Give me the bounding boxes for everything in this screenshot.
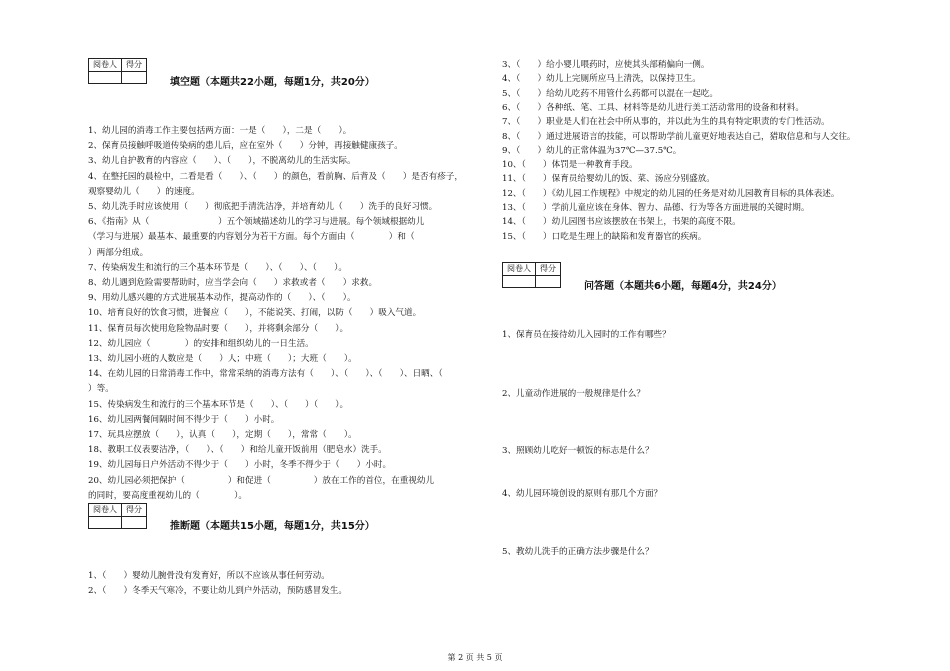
grader-cell[interactable] <box>89 517 122 529</box>
judge-item: 1、（ ）婴幼儿腕骨没有发育好，所以不应该从事任何劳动。 <box>88 571 330 581</box>
fill-question-line: 5、幼儿洗手时应该使用（ ）彻底把手清洗洁净，并培育幼儿（ ）洗手的良好习惯。 <box>88 202 438 212</box>
grader-cell[interactable] <box>503 276 536 288</box>
judge-item: 5、（ ）给幼儿吃药不用管什么药都可以混在一起吃。 <box>502 88 719 99</box>
qa-item: 3、照顾幼儿吃好一顿饭的标志是什么？ <box>502 446 654 456</box>
score-label: 得分 <box>122 504 147 517</box>
fill-question-line: 1、幼儿园的消毒工作主要包括两方面：一是（ ），二是（ ）。 <box>88 126 352 136</box>
qa-item: 1、保育员在接待幼儿入园时的工作有哪些？ <box>502 330 671 340</box>
grader-label: 阅卷人 <box>89 59 122 72</box>
section-title-fill: 填空题（本题共22小题，每题1分，共20分） <box>170 77 375 88</box>
fill-question-line: 观察婴幼儿（ ）的速度。 <box>88 186 200 197</box>
page-footer: 第 2 页 共 5 页 <box>447 653 503 662</box>
judge-item: 6、（ ）各种纸、笔、工具、材料等是幼儿进行美工活动常用的设备和材料。 <box>502 102 804 113</box>
fill-question-line: 7、传染病发生和流行的三个基本环节是（ ）、（ ）、（ ）。 <box>88 262 347 273</box>
fill-question-line: 16、幼儿园两餐间隔时间不得少于（ ）小时。 <box>88 414 280 425</box>
qa-item: 2、儿童动作进展的一般规律是什么？ <box>502 389 645 399</box>
judge-item: 8、（ ）通过进展语言的技能，可以帮助学前儿童更好地表达自己，猎取信息和与人交往。 <box>502 131 856 142</box>
fill-question-line: 15、传染病发生和流行的三个基本环节是（ ）、（ ）（ ）。 <box>88 399 349 410</box>
fill-question-line: 13、幼儿园小班的人数应是（ ）人；中班（ ）；大班（ ）。 <box>88 354 357 364</box>
score-label: 得分 <box>536 263 561 276</box>
judge-item: 4、（ ）幼儿上完厕所应马上清洗，以保持卫生。 <box>502 74 701 85</box>
judge-item: 11、（ ）保育员给婴幼儿的饭、菜、汤应分别盛放。 <box>502 174 715 185</box>
fill-question-line: 9、用幼儿感兴趣的方式进展基本动作，提高动作的（ ）、（ ）。 <box>88 293 356 304</box>
grader-cell[interactable] <box>89 72 122 84</box>
fill-question-line: 2、保育员接触呼吸道传染病的患儿后，应在室外（ ）分钟，再接触健康孩子。 <box>88 141 403 152</box>
qa-item: 4、幼儿园环境创设的原则有那几个方面？ <box>502 489 663 499</box>
fill-question-line: 17、玩具应摆放（ ），认真（ ），定期（ ），常常（ ）。 <box>88 430 357 440</box>
qa-item: 5、教幼儿洗手的正确方法步骤是什么？ <box>502 547 654 557</box>
judge-item: 9、（ ）幼儿的正常体温为37℃—37.5℃。 <box>502 145 682 156</box>
judge-item: 14、（ ）幼儿园图书应该摆放在书架上，书架的高度不限。 <box>502 217 741 228</box>
score-cell[interactable] <box>122 517 147 529</box>
judge-item: 15、（ ）口吃是生理上的缺陷和发育器官的疾病。 <box>502 231 707 242</box>
section-title-qa: 问答题（本题共6小题，每题4分，共24分） <box>584 281 782 292</box>
grader-label: 阅卷人 <box>89 504 122 517</box>
fill-question-line: 14、在幼儿园的日常消毒工作中，常常采纳的消毒方法有（ ）、（ ）、（ ）、日晒、（ <box>88 369 443 380</box>
fill-question-line: ）两部分组成。 <box>88 247 149 258</box>
fill-question-line: 8、幼儿遇到危险需要帮助时，应当学会向（ ）求救或者（ ）求救。 <box>88 278 378 288</box>
score-cell[interactable] <box>536 276 561 288</box>
grader-label: 阅卷人 <box>503 263 536 276</box>
judge-item: 13、（ ）学前儿童应该在身体、智力、品德、行为等各方面进展的关键时期。 <box>502 203 810 213</box>
judge-item: 10、（ ）体罚是一种教育手段。 <box>502 160 638 171</box>
judge-item: 12、（ ）《幼儿园工作规程》中规定的幼儿园的任务是对幼儿园教育目标的具体表述。 <box>502 188 840 199</box>
score-label: 得分 <box>122 59 147 72</box>
fill-question-line: 11、保育员每次使用危险物品时要（ ），并将剩余部分（ ）。 <box>88 323 349 334</box>
fill-question-line: 18、教职工仪表要洁净，（ ）、（ ）和给儿童开饭前用（肥皂水）洗手。 <box>88 445 387 456</box>
score-box-judge <box>88 503 147 529</box>
fill-question-line: （学习与进展）最基本、最重要的内容划分为若干方面。每个方面由（ ）和（ <box>88 232 415 243</box>
score-box-qa <box>502 262 561 288</box>
fill-question-line: 10、培育良好的饮食习惯，进餐应（ ），不能说笑、打闹，以防（ ）吸入气道。 <box>88 308 422 319</box>
fill-question-line: ）等。 <box>88 384 114 395</box>
fill-question-line: 19、幼儿园每日户外活动不得少于（ ）小时，冬季不得少于（ ）小时。 <box>88 460 392 471</box>
fill-question-line: 3、幼儿自护教育的内容应（ ）、（ ），不脱离幼儿的生活实际。 <box>88 156 356 167</box>
judge-item: 2、（ ）冬季天气寒冷，不要让幼儿到户外活动，预防感冒发生。 <box>88 586 347 596</box>
fill-question-line: 4、在整托园的晨检中，二看是看（ ）、（ ）的颜色，看前胸、后背及（ ）是否有疹子， <box>88 171 463 182</box>
fill-question-line: 的同时，要高度重视幼儿的（ ）。 <box>88 490 247 501</box>
fill-question-line: 6、《指南》从（ ）五个领域描述幼儿的学习与进展。每个领域根据幼儿 <box>88 217 425 228</box>
score-box-fill <box>88 58 147 84</box>
section-title-judge: 推断题（本题共15小题，每题1分，共15分） <box>170 521 375 532</box>
judge-item: 3、（ ）给小婴儿喂药时，应使其头部稍偏向一侧。 <box>502 60 710 70</box>
fill-question-line: 12、幼儿园应（ ）的安排和组织幼儿的一日生活。 <box>88 338 314 349</box>
judge-item: 7、（ ）职业是人们在社会中所从事的，并以此为生的具有特定职责的专门性活动。 <box>502 117 830 128</box>
fill-question-line: 20、幼儿园必须把保护（ ）和促进（ ）放在工作的首位，在重视幼儿 <box>88 475 435 486</box>
score-cell[interactable] <box>122 72 147 84</box>
